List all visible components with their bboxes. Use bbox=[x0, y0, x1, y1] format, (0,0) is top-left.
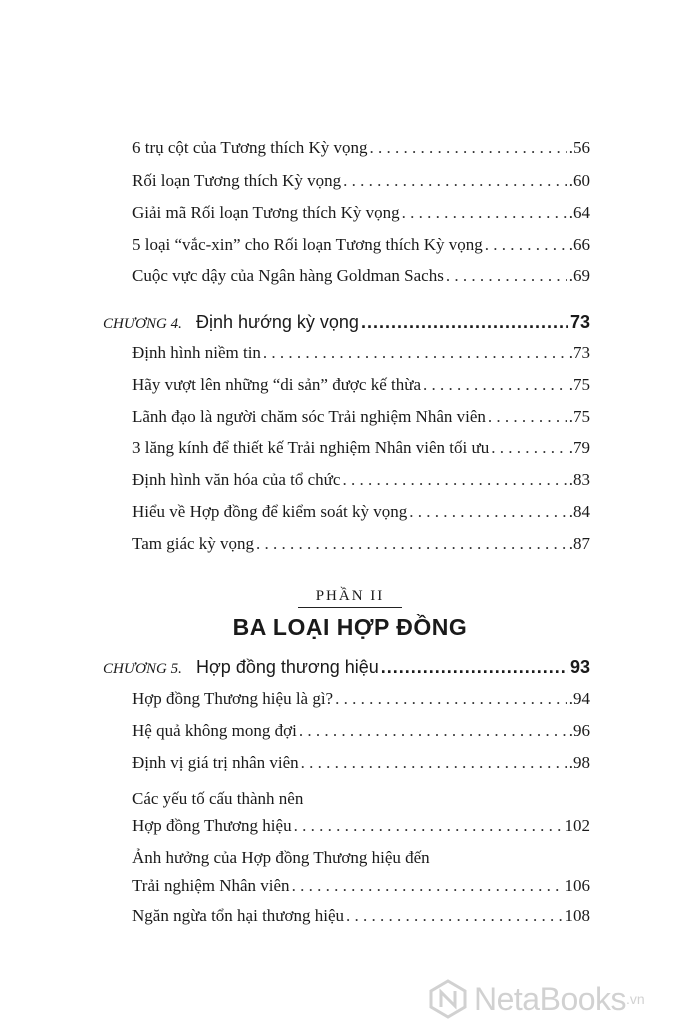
watermark-brand: NetaBooks bbox=[474, 980, 627, 1017]
dot-leader bbox=[342, 470, 566, 490]
toc-entry[interactable] bbox=[132, 203, 590, 223]
toc-entry-title: Định hình niềm tin bbox=[132, 343, 261, 362]
toc-entry-title: Rối loạn Tương thích Kỳ vọng bbox=[132, 171, 342, 190]
dot-leader bbox=[256, 534, 567, 554]
toc-entry-page: .69 bbox=[568, 266, 590, 285]
toc-entry-page: 108 bbox=[564, 906, 590, 925]
dot-leader bbox=[301, 753, 567, 773]
dot-leader bbox=[446, 266, 567, 286]
watermark-suffix: .vn bbox=[626, 991, 645, 1007]
toc-entry-title: Hãy vượt lên những “di sản” được kế thừa bbox=[132, 375, 421, 394]
watermark bbox=[428, 975, 690, 1023]
dot-leader bbox=[361, 312, 568, 333]
dot-leader bbox=[402, 203, 567, 223]
toc-entry-title: Trải nghiệm Nhân viên bbox=[132, 876, 290, 895]
toc-entry[interactable] bbox=[132, 816, 590, 836]
dot-leader bbox=[292, 876, 563, 896]
toc-entry[interactable] bbox=[132, 375, 590, 395]
toc-entry-title-line1[interactable]: Ảnh hưởng của Hợp đồng Thương hiệu đến bbox=[132, 848, 430, 867]
toc-entry[interactable] bbox=[132, 171, 590, 191]
toc-entry-page: .94 bbox=[568, 689, 590, 708]
toc-entry[interactable] bbox=[132, 407, 590, 427]
toc-entry-page: .83 bbox=[568, 470, 590, 489]
toc-entry-title-line1[interactable]: Các yếu tố cấu thành nên bbox=[132, 789, 304, 808]
toc-entry-title: Hệ quả không mong đợi bbox=[132, 721, 297, 740]
toc-entry-title: Hợp đồng Thương hiệu bbox=[132, 816, 292, 835]
toc-entry-title: Tam giác kỳ vọng bbox=[132, 534, 255, 553]
toc-entry-page: 102 bbox=[564, 816, 590, 835]
part-label: PHẦN II bbox=[315, 588, 385, 604]
part-underline bbox=[298, 607, 402, 608]
toc-entry[interactable] bbox=[132, 906, 590, 926]
toc-entry-page: .87 bbox=[568, 534, 590, 553]
chapter-heading[interactable] bbox=[103, 657, 590, 678]
toc-entry-page: .79 bbox=[568, 438, 590, 457]
dot-leader bbox=[263, 343, 567, 363]
toc-entry-title: 3 lăng kính để thiết kế Trải nghiệm Nhân viên tối ưu bbox=[132, 438, 490, 457]
toc-entry-title: Hợp đồng Thương hiệu là gì? bbox=[132, 689, 334, 708]
dot-leader bbox=[381, 657, 568, 678]
part-title: BA LOẠI HỢP ĐỒNG bbox=[232, 614, 468, 640]
chapter-number: CHƯƠNG 5. bbox=[103, 661, 182, 677]
toc-entry[interactable] bbox=[132, 876, 590, 896]
chapter-title: Định hướng kỳ vọng bbox=[196, 312, 359, 332]
toc-entry[interactable] bbox=[132, 753, 590, 773]
toc-entry-page: .98 bbox=[568, 753, 590, 772]
toc-entry-title: 6 trụ cột của Tương thích Kỳ vọng bbox=[132, 138, 368, 157]
dot-leader bbox=[409, 502, 566, 522]
dot-leader bbox=[423, 375, 567, 395]
toc-entry-page: .66 bbox=[568, 235, 590, 254]
toc-entry-title: 5 loại “vắc-xin” cho Rối loạn Tương thích Kỳ vọng bbox=[132, 235, 483, 254]
netabooks-logo-icon bbox=[428, 979, 468, 1019]
dot-leader bbox=[294, 816, 563, 836]
toc-entry[interactable] bbox=[132, 689, 590, 709]
toc-entry-page: .60 bbox=[568, 171, 590, 190]
toc-entry-page: .96 bbox=[568, 721, 590, 740]
toc-entry-page: .56 bbox=[568, 138, 590, 157]
chapter-page: 73 bbox=[569, 312, 590, 332]
toc-entry-page: .64 bbox=[568, 203, 590, 222]
toc-entry-page: .73 bbox=[568, 343, 590, 362]
toc-entry[interactable] bbox=[132, 138, 590, 158]
toc-entry[interactable] bbox=[132, 534, 590, 554]
dot-leader bbox=[335, 689, 567, 709]
chapter-heading[interactable] bbox=[103, 312, 590, 333]
toc-entry[interactable] bbox=[132, 266, 590, 286]
chapter-title: Hợp đồng thương hiệu bbox=[196, 657, 379, 677]
dot-leader bbox=[370, 138, 567, 158]
dot-leader bbox=[488, 407, 567, 427]
toc-entry[interactable] bbox=[132, 343, 590, 363]
toc-entry-title: Lãnh đạo là người chăm sóc Trải nghiệm Nhân viên bbox=[132, 407, 486, 426]
toc-entry-title: Hiểu về Hợp đồng để kiểm soát kỳ vọng bbox=[132, 502, 408, 521]
toc-entry[interactable] bbox=[132, 438, 590, 458]
toc-entry-title: Định vị giá trị nhân viên bbox=[132, 753, 299, 772]
dot-leader bbox=[343, 171, 567, 191]
toc-entry[interactable] bbox=[132, 502, 590, 522]
toc-entry-title: Cuộc vực dậy của Ngân hàng Goldman Sachs bbox=[132, 266, 444, 285]
toc-entry-page: .75 bbox=[568, 375, 590, 394]
toc-entry[interactable] bbox=[132, 470, 590, 490]
toc-entry-title: Ngăn ngừa tổn hại thương hiệu bbox=[132, 906, 345, 925]
dot-leader bbox=[491, 438, 567, 458]
toc-entry-title: Giải mã Rối loạn Tương thích Kỳ vọng bbox=[132, 203, 400, 222]
toc-entry[interactable] bbox=[132, 235, 590, 255]
dot-leader bbox=[299, 721, 567, 741]
chapter-number: CHƯƠNG 4. bbox=[103, 316, 182, 332]
toc-entry[interactable] bbox=[132, 721, 590, 741]
toc-entry-page: .75 bbox=[568, 407, 590, 426]
toc-entry-page: .84 bbox=[568, 502, 590, 521]
dot-leader bbox=[346, 906, 562, 926]
chapter-page: 93 bbox=[569, 657, 590, 677]
dot-leader bbox=[485, 235, 567, 255]
toc-entry-page: 106 bbox=[564, 876, 590, 895]
toc-entry-title: Định hình văn hóa của tổ chức bbox=[132, 470, 341, 489]
